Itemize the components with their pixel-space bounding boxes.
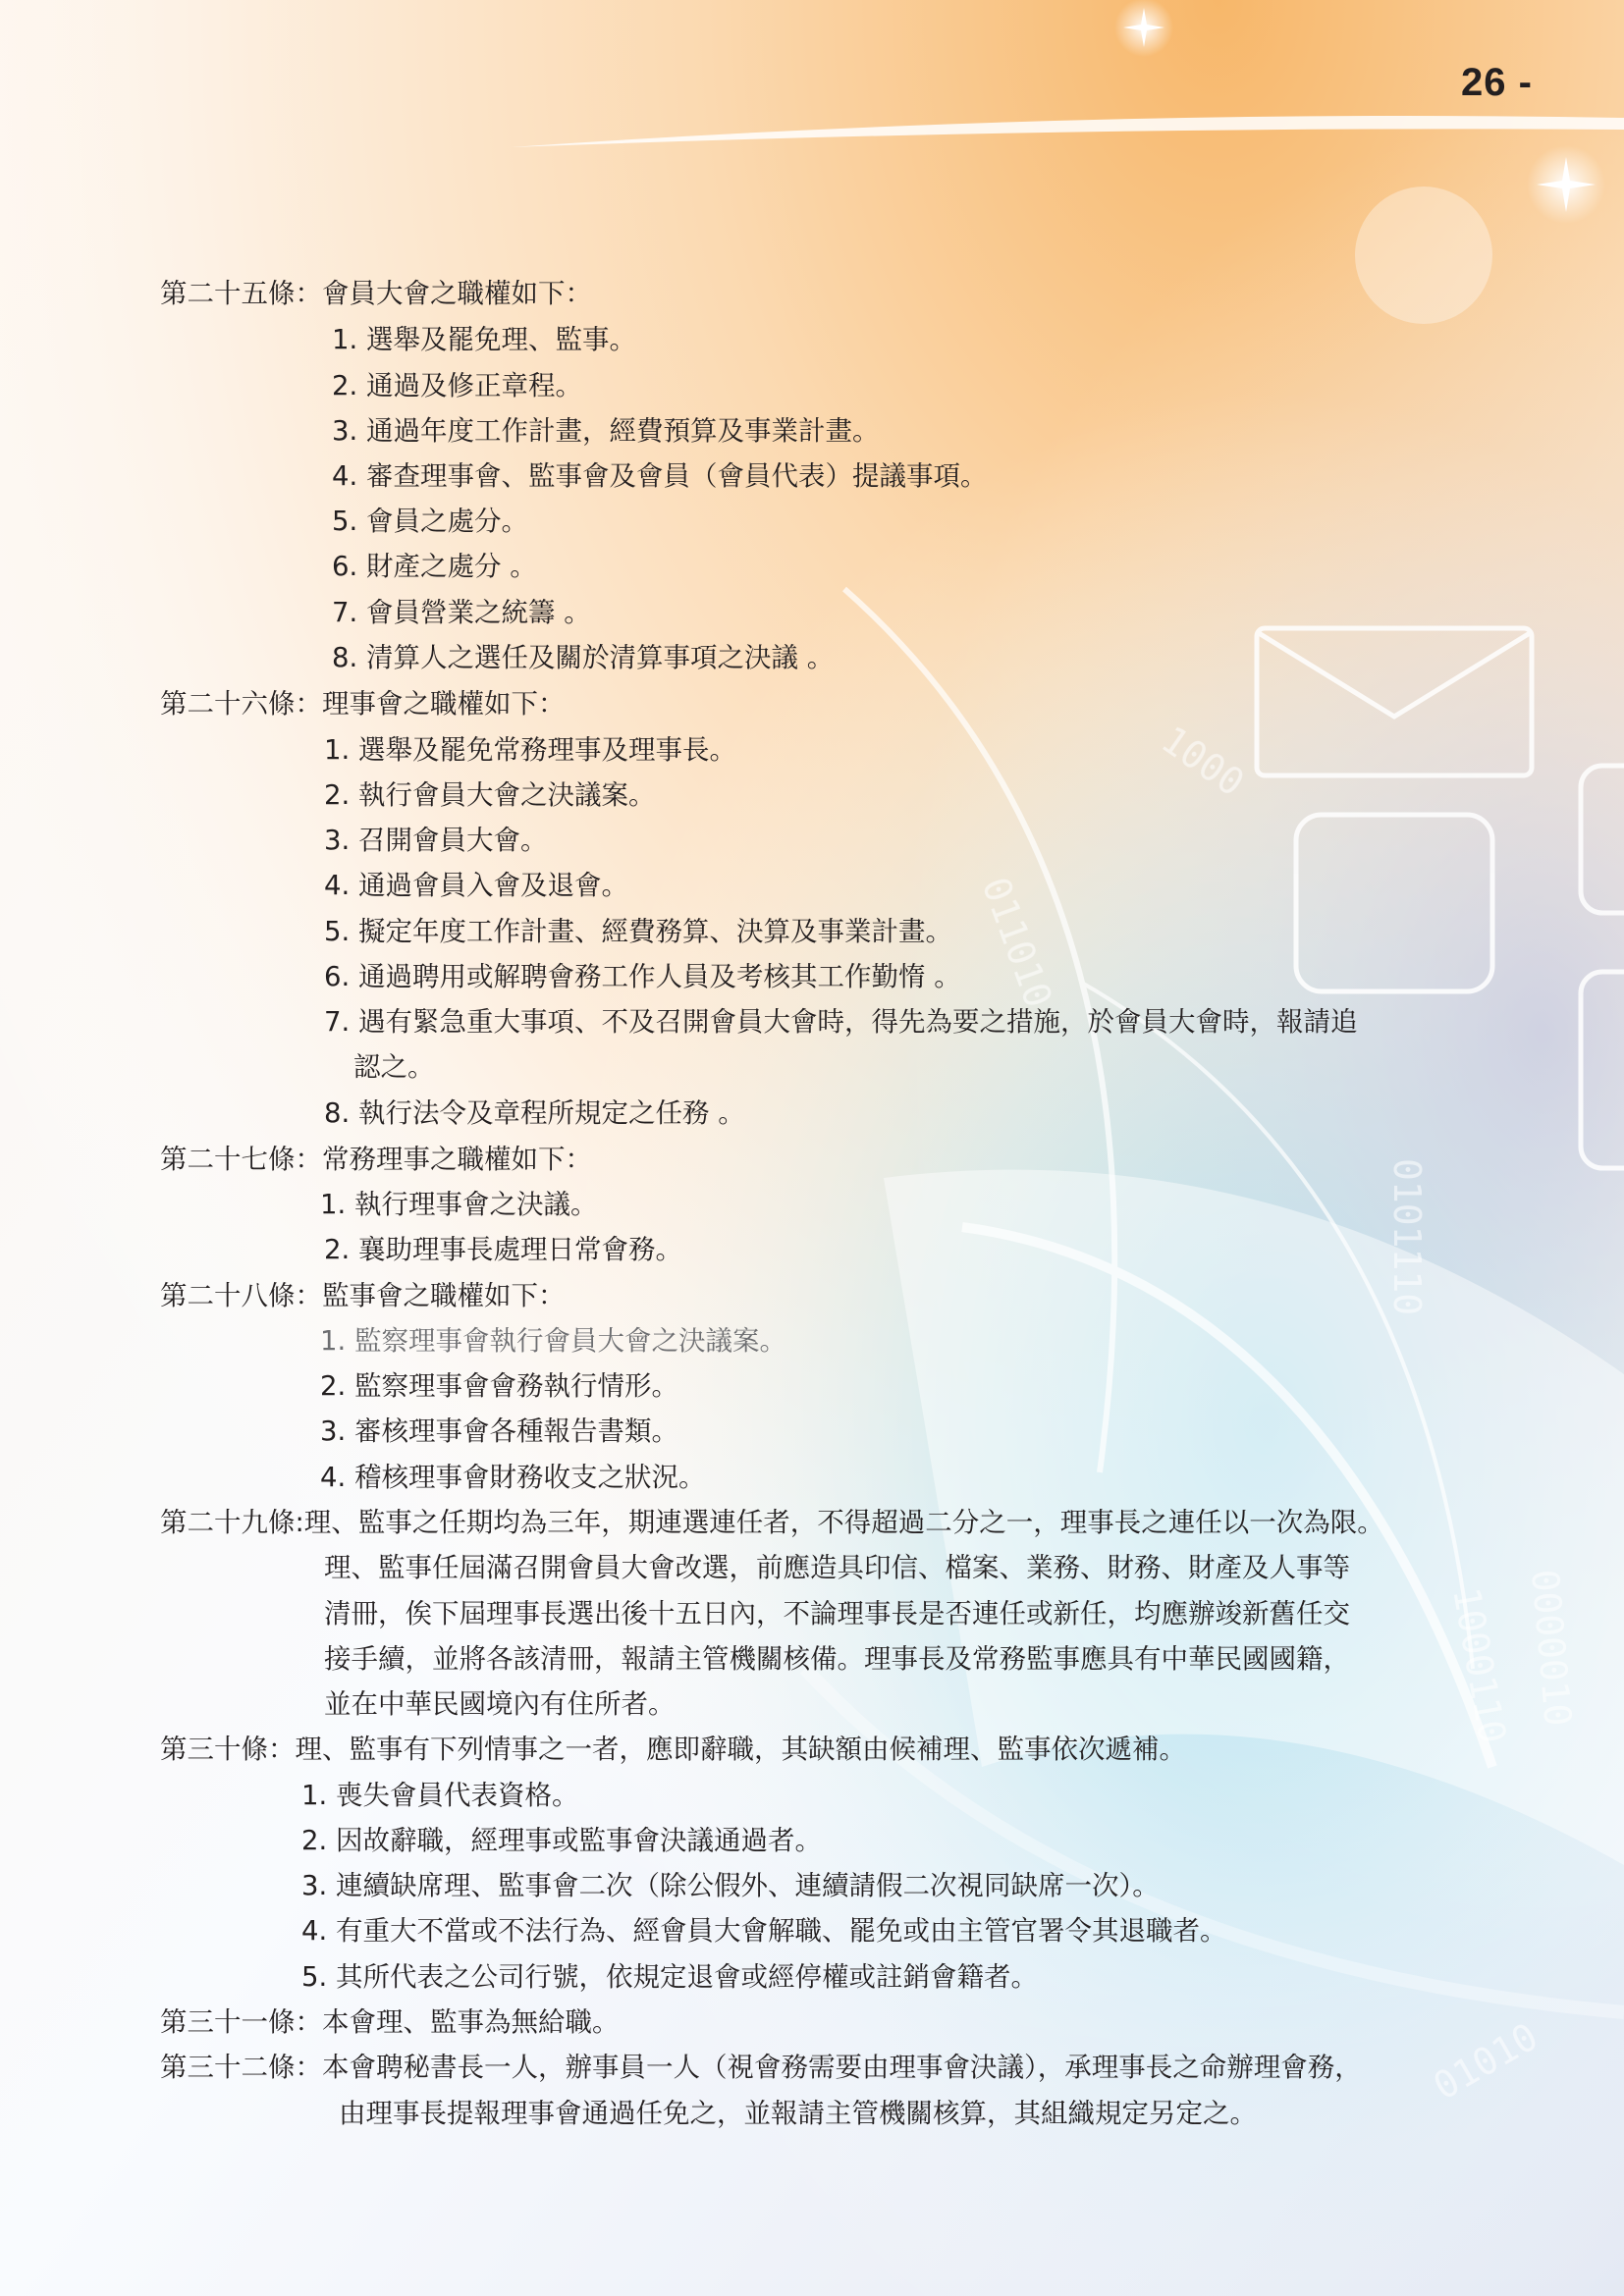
- article-29-para-2: 清冊，俟下屆理事長選出後十五日內，不論理事長是否連任或新任，均應辦竣新舊任交: [324, 1598, 1350, 1629]
- article-30-item-5: 5. 其所代表之公司行號，依規定退會或經停權或註銷會籍者。: [301, 1961, 1038, 1993]
- article-25-item-1: 1. 選舉及罷免理、監事。: [332, 324, 636, 355]
- article-29-para-1: 理、監事任屆滿召開會員大會改選，前應造具印信、檔案、業務、財務、財產及人事等: [324, 1552, 1350, 1583]
- article-30-item-4: 4. 有重大不當或不法行為、經會員大會解職、罷免或由主管官署令其退職者。: [301, 1915, 1227, 1947]
- article-25-item-6: 6. 財產之處分 。: [332, 551, 537, 582]
- article-27-heading: 第二十七條：常務理事之職權如下：: [160, 1144, 592, 1175]
- svg-text:01010: 01010: [1426, 2014, 1545, 2109]
- article-26-item-7: 7. 遇有緊急重大事項、不及召開會員大會時，得先為要之措施，於會員大會時，報請追: [324, 1006, 1358, 1038]
- article-25-item-7: 7. 會員營業之統籌 。: [332, 597, 591, 628]
- article-31-heading: 第三十一條：本會理、監事為無給職。: [160, 2006, 620, 2038]
- article-25-item-3: 3. 通過年度工作計畫，經費預算及事業計畫。: [332, 415, 880, 447]
- article-29-para-4: 並在中華民國境內有住所者。: [324, 1688, 676, 1720]
- article-28-heading: 第二十八條：監事會之職權如下：: [160, 1280, 566, 1311]
- article-29-heading: 第二十九條:理、監事之任期均為三年，期連選連任者，不得超過二分之一，理事長之連任以一次為限。: [160, 1507, 1384, 1538]
- article-29-para-3: 接手續，並將各該清冊，報請主管機關核備。理事長及常務監事應具有中華民國國籍，: [324, 1643, 1350, 1675]
- article-27-item-2: 2. 襄助理事長處理日常會務。: [324, 1234, 682, 1265]
- article-25-item-4: 4. 審查理事會、監事會及會員（會員代表）提議事項。: [332, 460, 988, 492]
- article-26-heading: 第二十六條：理事會之職權如下：: [160, 688, 566, 720]
- article-26-item-2: 2. 執行會員大會之決議案。: [324, 779, 656, 811]
- article-32-para-1: 由理事長提報理事會通過任免之，並報請主管機關核算，其組織規定另定之。: [339, 2098, 1257, 2129]
- article-30-item-2: 2. 因故辭職，經理事或監事會決議通過者。: [301, 1825, 822, 1856]
- article-25-item-5: 5. 會員之處分。: [332, 506, 528, 537]
- article-30-heading: 第三十條：理、監事有下列情事之一者，應即辭職，其缺額由候補理、監事依次遞補。: [160, 1734, 1186, 1765]
- article-25-item-2: 2. 通過及修正章程。: [332, 370, 582, 401]
- article-26-item-3: 3. 召開會員大會。: [324, 825, 548, 856]
- article-26-item-4: 4. 通過會員入會及退會。: [324, 870, 628, 901]
- article-25-heading: 第二十五條：會員大會之職權如下：: [160, 278, 592, 309]
- article-28-item-2: 2. 監察理事會會務執行情形。: [320, 1370, 678, 1402]
- article-28-item-4: 4. 稽核理事會財務收支之狀況。: [320, 1462, 706, 1493]
- article-26-item-7-continued: 認之。: [353, 1051, 435, 1083]
- svg-text:1000: 1000: [1153, 718, 1253, 805]
- svg-text:0101110: 0101110: [1385, 1158, 1429, 1316]
- article-30-item-3: 3. 連續缺席理、監事會二次（除公假外、連續請假二次視同缺席一次）。: [301, 1870, 1160, 1901]
- svg-text:1000110: 1000110: [1444, 1583, 1515, 1747]
- article-28-item-1: 1. 監察理事會執行會員大會之決議案。: [320, 1325, 786, 1357]
- article-27-item-1: 1. 執行理事會之決議。: [320, 1189, 598, 1220]
- page-number: 26 -: [1461, 61, 1533, 104]
- article-28-item-3: 3. 審核理事會各種報告書類。: [320, 1415, 678, 1447]
- article-25-item-8: 8. 清算人之選任及關於清算事項之決議 。: [332, 642, 835, 673]
- article-32-heading: 第三十二條：本會聘秘書長一人，辦事員一人（視會務需要由理事會決議），承理事長之命辦理會務，: [160, 2052, 1362, 2083]
- svg-text:011010: 011010: [973, 872, 1060, 1014]
- article-26-item-5: 5. 擬定年度工作計畫、經費務算、決算及事業計畫。: [324, 916, 952, 947]
- article-30-item-1: 1. 喪失會員代表資格。: [301, 1780, 579, 1811]
- svg-text:0000010: 0000010: [1523, 1567, 1580, 1729]
- article-26-item-1: 1. 選舉及罷免常務理事及理事長。: [324, 734, 736, 766]
- article-26-item-8: 8. 執行法令及章程所規定之任務 。: [324, 1097, 745, 1129]
- article-26-item-6: 6. 通過聘用或解聘會務工作人員及考核其工作勤惰 。: [324, 961, 961, 992]
